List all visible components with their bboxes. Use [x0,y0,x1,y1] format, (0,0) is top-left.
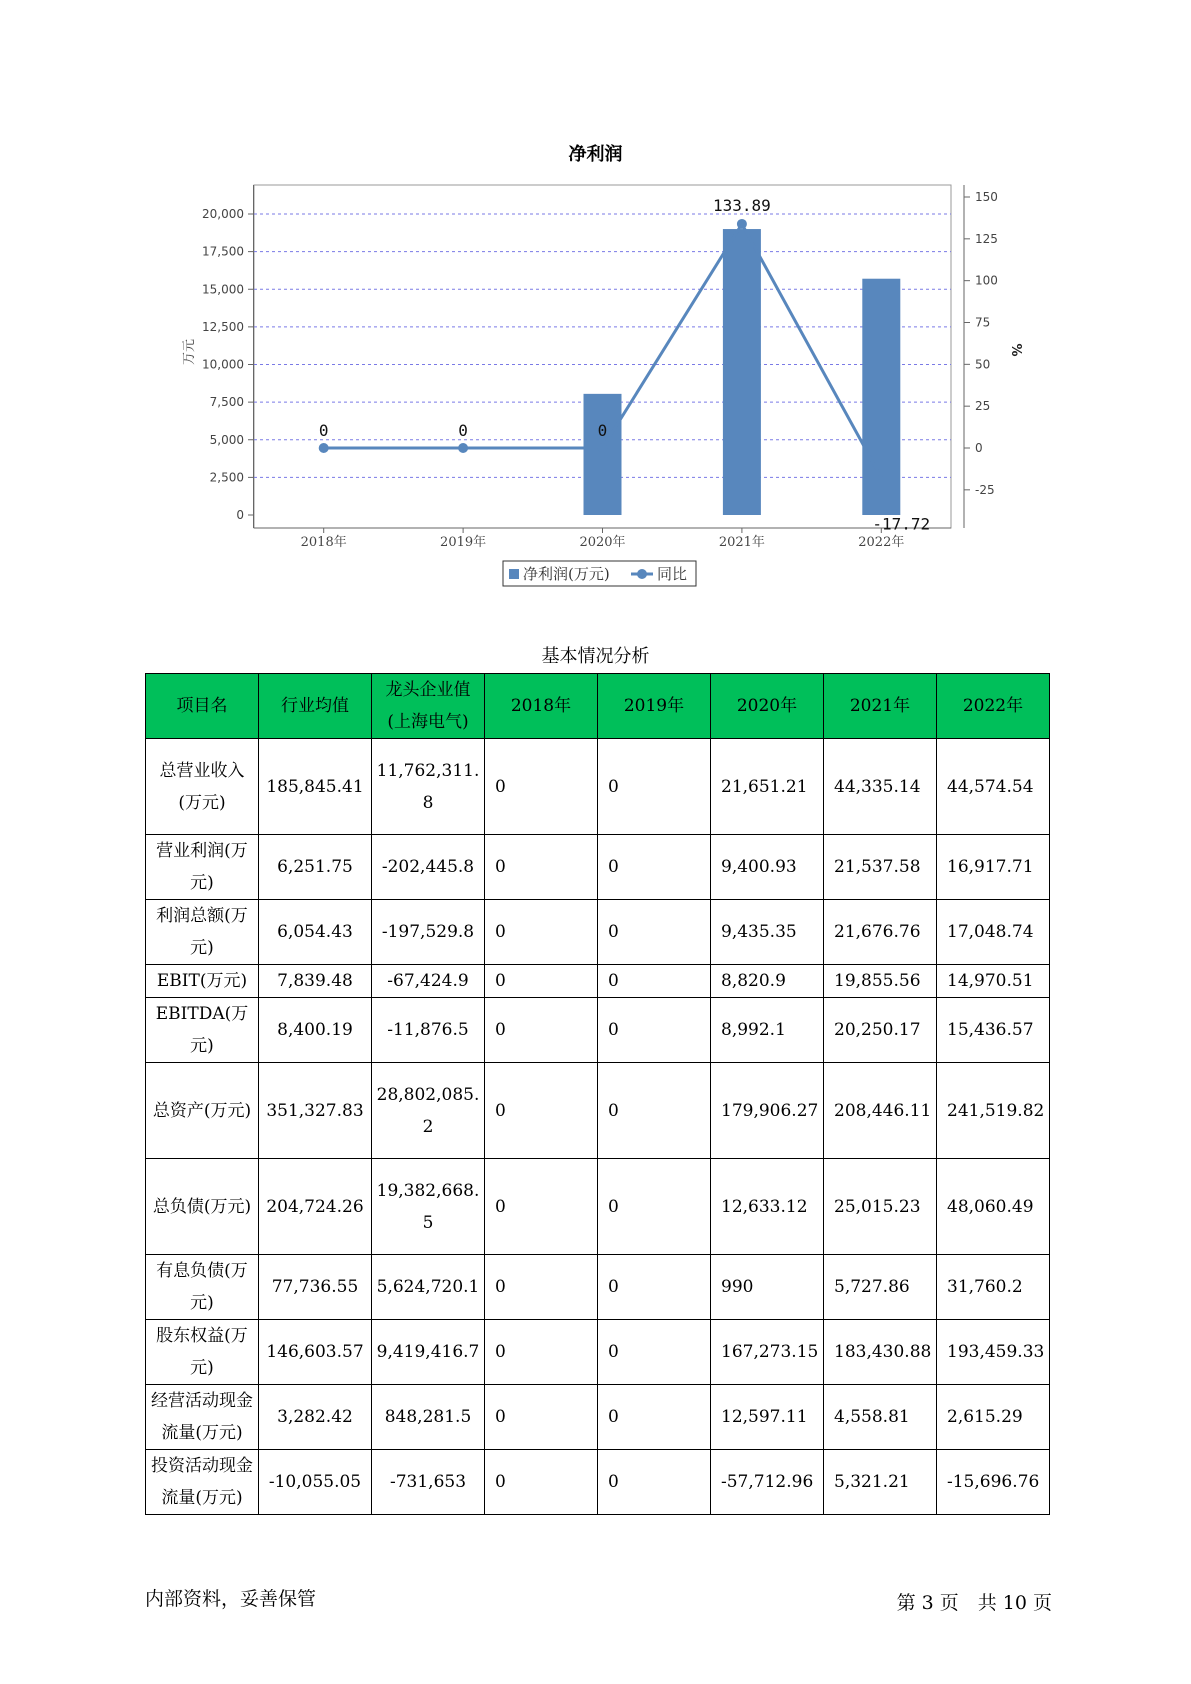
table-row [146,998,1050,1063]
row-label: 总营业收入(万元) [146,739,259,835]
table-cell: 2,615.29 [937,1385,1050,1450]
table-cell: 848,281.5 [372,1385,485,1450]
table-cell: 0 [485,998,598,1063]
table-cell: 12,597.11 [711,1385,824,1450]
table-cell: 19,855.56 [824,965,937,998]
yoy-data-label: 0 [318,421,329,440]
x-axis-tick-label: 2019年 [440,535,487,550]
row-label: 总资产(万元) [146,1063,259,1159]
table-cell: 9,435.35 [711,900,824,965]
table-cell: 179,906.27 [711,1063,824,1159]
right-axis-tick-label: 50 [975,357,991,372]
yoy-point [598,443,608,453]
table-header-row [146,674,1050,739]
right-axis-tick-label: 150 [975,190,998,204]
table-cell: 146,603.57 [259,1320,372,1385]
row-label: 有息负债(万元) [146,1255,259,1320]
yoy-point [737,219,747,229]
table-cell: 9,400.93 [711,835,824,900]
row-label: 营业利润(万元) [146,835,259,900]
table-cell: 19,382,668.5 [372,1159,485,1255]
table-cell: 14,970.51 [937,965,1050,998]
left-axis-tick-label: 2,500 [209,470,244,485]
table-cell: 77,736.55 [259,1255,372,1320]
row-label: 总负债(万元) [146,1159,259,1255]
table-row [146,1320,1050,1385]
table-cell: 0 [598,1159,711,1255]
left-axis-tick-label: 15,000 [202,282,244,297]
table-cell: 0 [598,1385,711,1450]
table-cell: 15,436.57 [937,998,1050,1063]
table-title: 基本情况分析 [541,646,650,667]
table-cell: 0 [485,739,598,835]
table-cell: 193,459.33 [937,1320,1050,1385]
table-cell: 0 [485,835,598,900]
row-label: 投资活动现金流量(万元) [146,1450,259,1515]
table-cell: 20,250.17 [824,998,937,1063]
table-cell: 25,015.23 [824,1159,937,1255]
left-axis-tick-label: 0 [236,508,244,522]
table-cell: 12,633.12 [711,1159,824,1255]
table-cell: 990 [711,1255,824,1320]
right-axis-tick-label: 25 [975,399,991,414]
x-axis-tick-label: 2022年 [858,535,905,550]
table-cell: 0 [598,998,711,1063]
table-cell: -197,529.8 [372,900,485,965]
table-cell: 7,839.48 [259,965,372,998]
table-cell: 0 [598,835,711,900]
table-cell: 0 [598,739,711,835]
table-cell: -10,055.05 [259,1450,372,1515]
table-cell: 21,537.58 [824,835,937,900]
table-cell: 0 [485,1159,598,1255]
table-cell: 48,060.49 [937,1159,1050,1255]
table-cell: -67,424.9 [372,965,485,998]
table-cell: -731,653 [372,1450,485,1515]
table-row [146,965,1050,998]
table-cell: 0 [598,1255,711,1320]
left-axis-tick-label: 17,500 [202,244,244,259]
table-cell: 0 [598,965,711,998]
left-axis-tick-label: 12,500 [202,319,244,334]
yoy-point [458,443,468,453]
table-cell: 44,335.14 [824,739,937,835]
yoy-data-label: 0 [458,421,468,440]
table-cell: 0 [485,1063,598,1159]
footer-confidential-note: 内部资料，妥善保管 [145,1588,317,1610]
table-cell: 208,446.11 [824,1063,937,1159]
table-cell: 0 [598,1450,711,1515]
table-cell: 5,624,720.1 [372,1255,485,1320]
table-row [146,1450,1050,1515]
table-row [146,1385,1050,1450]
table-cell: 351,327.83 [259,1063,372,1159]
row-label: 利润总额(万元) [146,900,259,965]
table-cell: 0 [485,1255,598,1320]
footer-page-number: 第 3 页 共 10 页 [896,1592,1052,1614]
table-cell: 0 [485,900,598,965]
column-header: 龙头企业值(上海电气) [372,674,485,739]
table-cell: 0 [485,1450,598,1515]
table-cell: 16,917.71 [937,835,1050,900]
table-cell: -57,712.96 [711,1450,824,1515]
left-axis-tick-label: 10,000 [202,357,244,372]
table-cell: 0 [485,1385,598,1450]
yoy-data-label: 0 [597,421,608,440]
table-cell: 44,574.54 [937,739,1050,835]
bar-2020年 [584,394,622,515]
left-axis-tick-label: 5,000 [209,432,244,447]
bar-2021年 [723,229,761,515]
table-cell: 28,802,085.2 [372,1063,485,1159]
table-cell: 6,054.43 [259,900,372,965]
table-cell: -11,876.5 [372,998,485,1063]
left-axis-title: 万元 [182,338,197,366]
column-header: 2022年 [937,674,1050,739]
table-row [146,1063,1050,1159]
table-cell: 8,820.9 [711,965,824,998]
basic-analysis-table [145,673,1050,1515]
column-header: 2021年 [824,674,937,739]
row-label: 股东权益(万元) [146,1320,259,1385]
column-header: 2019年 [598,674,711,739]
table-cell: -202,445.8 [372,835,485,900]
legend-line-marker [637,569,647,579]
yoy-point [319,443,329,453]
row-label: 经营活动现金流量(万元) [146,1385,259,1450]
column-header: 2018年 [485,674,598,739]
x-axis-tick-label: 2018年 [300,535,347,550]
x-axis-tick-label: 2021年 [718,535,765,550]
table-cell: 0 [598,1320,711,1385]
right-axis-tick-label: -25 [975,482,995,497]
right-axis-tick-label: 75 [975,315,991,330]
table-cell: 9,419,416.7 [372,1320,485,1385]
table-cell: 167,273.15 [711,1320,824,1385]
bar-2022年 [862,279,900,515]
column-header: 2020年 [711,674,824,739]
table-cell: 31,760.2 [937,1255,1050,1320]
table-row [146,835,1050,900]
table-cell: 204,724.26 [259,1159,372,1255]
left-axis-tick-label: 20,000 [202,207,244,221]
table-cell: 3,282.42 [259,1385,372,1450]
left-axis-tick-label: 7,500 [209,395,244,410]
table-cell: 4,558.81 [824,1385,937,1450]
yoy-data-label: 133.89 [713,195,771,215]
table-cell: 241,519.82 [937,1063,1050,1159]
table-cell: 0 [598,1063,711,1159]
table-row [146,1255,1050,1320]
table-cell: 0 [598,900,711,965]
table-cell: 21,651.21 [711,739,824,835]
table-row [146,900,1050,965]
table-cell: 8,992.1 [711,998,824,1063]
table-cell: 185,845.41 [259,739,372,835]
legend-bar-swatch [509,569,519,579]
column-header: 项目名 [146,674,259,739]
table-cell: 5,727.86 [824,1255,937,1320]
table-cell: 5,321.21 [824,1450,937,1515]
table-cell: 8,400.19 [259,998,372,1063]
yoy-data-label: -17.72 [872,514,931,534]
right-axis-tick-label: 100 [975,273,998,288]
table-cell: 0 [485,1320,598,1385]
net-profit-chart [0,0,1191,600]
table-cell: 0 [485,965,598,998]
row-label: EBITDA(万元) [146,998,259,1063]
table-cell: 183,430.88 [824,1320,937,1385]
legend-line-label: 同比 [657,565,688,583]
table-row [146,739,1050,835]
right-axis-tick-label: 0 [975,441,983,455]
table-row [146,1159,1050,1255]
right-axis-tick-label: 125 [975,231,998,246]
table-cell: 11,762,311.8 [372,739,485,835]
x-axis-tick-label: 2020年 [579,535,626,550]
column-header: 行业均值 [259,674,372,739]
row-label: EBIT(万元) [146,965,259,998]
chart-title: 净利润 [568,144,623,165]
table-cell: 17,048.74 [937,900,1050,965]
table-cell: 6,251.75 [259,835,372,900]
right-axis-title: % [1008,343,1023,357]
table-cell: 21,676.76 [824,900,937,965]
table-cell: -15,696.76 [937,1450,1050,1515]
legend-bar-label: 净利润(万元) [523,565,610,583]
